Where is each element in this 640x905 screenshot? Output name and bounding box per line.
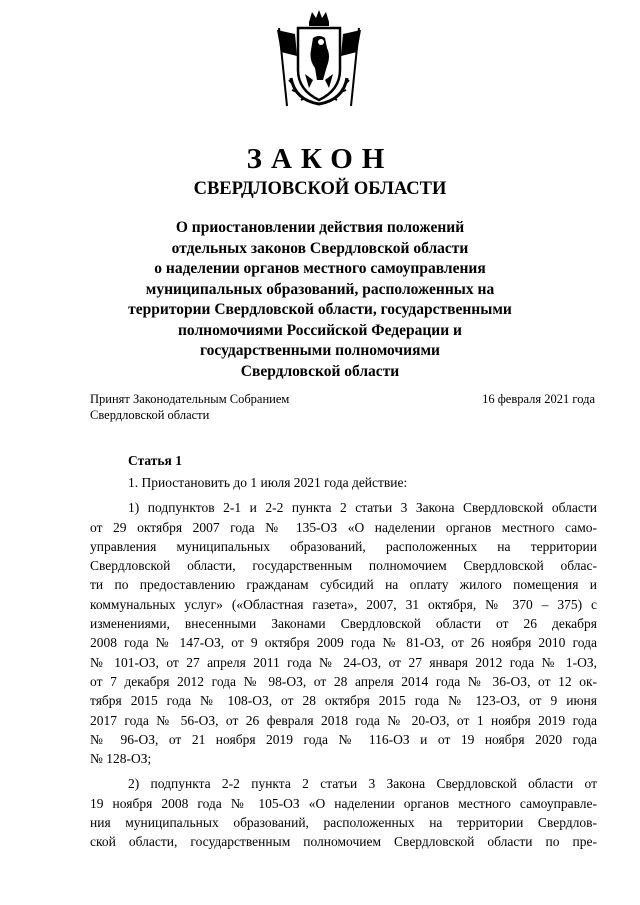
- item1-line: 1) подпунктов 2-1 и 2-2 пункта 2 статьи 3 Закона Свердловской области: [128, 500, 597, 516]
- law-subject: [80, 218, 560, 382]
- item1-line: тября 2015 года № 108-ОЗ, от 28 октября 2015 года № 123-ОЗ, от 9 июня: [90, 693, 597, 709]
- subject-line: государственными полномочиями: [200, 342, 440, 359]
- coat-of-arms-emblem: [265, 8, 373, 108]
- subject-line: Свердловской области: [240, 362, 400, 380]
- item1-line: Свердловской области, государственным полномочием Свердловской облас-: [90, 558, 597, 574]
- item2-line: ния муниципальных образований, расположенных на территории Свердлов-: [90, 815, 597, 831]
- item1-line: от 7 декабря 2012 года № 98-ОЗ, от 28 апреля 2014 года № 36-ОЗ, от 12 ок-: [90, 673, 597, 689]
- article-heading: Статья 1: [128, 453, 182, 468]
- item1-line: коммунальных услуг» («Областная газета», 2007, 31 октября, № 370 – 375) с: [90, 596, 597, 612]
- item1-line: изменениями, внесенными Законами Свердловской области от 26 декабря: [90, 616, 597, 632]
- item2-line: 19 ноября 2008 года № 105-ОЗ «О наделении органов местного самоуправле-: [90, 795, 597, 811]
- article-body: [90, 473, 597, 852]
- law-region-title: СВЕРДЛОВСКОЙ ОБЛАСТИ: [193, 179, 447, 199]
- article-intro: 1. Приостановить до 1 июля 2021 года действие:: [128, 475, 408, 490]
- item1-line: № 128-ОЗ;: [90, 751, 152, 767]
- item1-line: 2017 года № 56-ОЗ, от 26 февраля 2018 года № 20-ОЗ, от 1 ноября 2019 года: [90, 712, 597, 728]
- item2-line: 2) подпункта 2-2 пункта 2 статьи 3 Закона Свердловской области от: [128, 776, 597, 792]
- item1-line: от 29 октября 2007 года № 135-ОЗ «О наделении органов местного само-: [90, 519, 597, 535]
- subject-line: полномочиями Российской Федерации и: [178, 321, 462, 339]
- adoption-date: 16 февраля 2021 года: [482, 392, 595, 406]
- item1-line: 2008 года № 147-ОЗ, от 9 октября 2009 года № 81-ОЗ, от 26 ноября 2010 года: [90, 635, 597, 651]
- subject-line: территории Свердловской области, государственными: [128, 301, 512, 318]
- item1-line: управления муниципальных образований, расположенных на территории: [90, 538, 597, 554]
- item2-line: ской области, государственным полномочием Свердловской области по пре-: [90, 834, 597, 850]
- item1-line: ти по предоставлению гражданам субсидий на оплату жилого помещения и: [90, 577, 597, 593]
- subject-line: о наделении органов местного самоуправления: [154, 260, 486, 277]
- subject-line: О приостановлении действия положений: [175, 219, 465, 236]
- adoption-line: Принят Законодательным Собранием: [90, 392, 290, 406]
- adoption-info: [90, 391, 289, 423]
- law-title: ЗАКОН: [246, 143, 394, 175]
- subject-line: муниципальных образований, расположенных на: [145, 280, 495, 298]
- adoption-line: Свердловской области: [90, 408, 210, 422]
- item1-line: № 101-ОЗ, от 27 апреля 2011 года № 24-ОЗ, от 27 января 2012 года № 1-ОЗ,: [90, 654, 597, 670]
- subject-line: отдельных законов Свердловской области: [171, 239, 469, 257]
- item1-line: № 96-ОЗ, от 21 ноября 2019 года № 116-ОЗ и от 19 ноября 2020 года: [90, 731, 597, 747]
